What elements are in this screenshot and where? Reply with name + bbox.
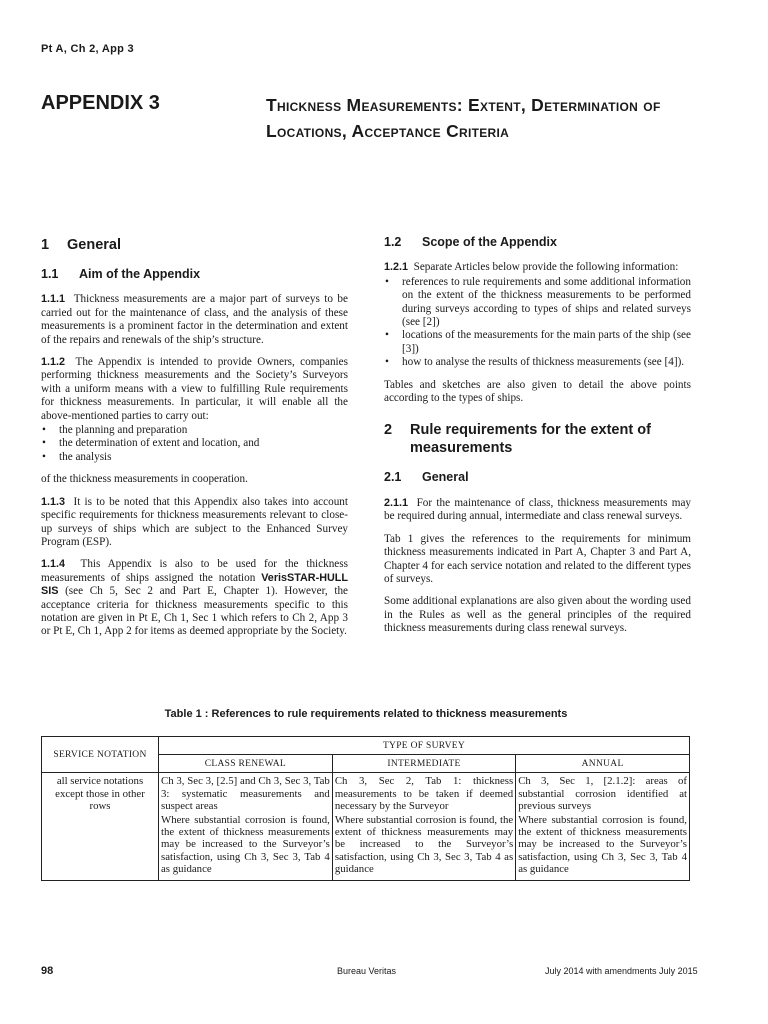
- appendix-label: APPENDIX 3: [41, 92, 160, 114]
- cell-text: Ch 3, Sec 2, Tab 1: thickness measurements to be taken if deemed necessary by the Surveyor: [334, 775, 514, 812]
- column-header-intermediate: INTERMEDIATE: [332, 755, 515, 773]
- subsection-1-2-heading: [384, 236, 691, 249]
- notation-name: VerisSTAR-HULL SIS: [41, 571, 348, 598]
- list-item: • locations of the measurements for the main parts of the ship (see [3]): [384, 329, 691, 356]
- paragraph-number: 2.1.1: [384, 496, 409, 509]
- right-column: [384, 236, 691, 645]
- column-header-service-notation: SERVICE NOTATION: [42, 737, 159, 773]
- paragraph-number: 1.1.3: [41, 495, 66, 508]
- cell-text: all service notations except those in other rows: [55, 775, 145, 812]
- service-notation-cell: [42, 773, 159, 881]
- cell-text: Where substantial corrosion is found, the extent of thickness measurements may be increased to the Surveyor’s satisfaction, using Ch 3, Sec 3, Tab 4 as guidance: [334, 814, 514, 875]
- class-renewal-cell: [159, 773, 333, 881]
- intermediate-cell: [332, 773, 515, 881]
- bullet-list: [41, 424, 348, 464]
- appendix-title: Thickness Measurements: Extent, Determination of Locations, Acceptance Criteria: [266, 95, 661, 141]
- paragraph-text: It is to be noted that this Appendix also takes into account specific requirements for thickness measurements relevant to close-up surveys of ships which are subject to the Enhanced Survey Program (ESP).: [41, 495, 348, 548]
- section-1-heading: [41, 236, 348, 254]
- subsection-number: 2.1: [384, 470, 402, 485]
- section-number: 1: [41, 237, 50, 253]
- section-2-heading: [384, 421, 691, 457]
- paragraph-text: Separate Articles below provide the following information:: [413, 261, 679, 274]
- references-table: [41, 736, 690, 881]
- subsection-title: Scope of the Appendix: [422, 235, 557, 249]
- paragraph-number: 1.1.1: [41, 293, 66, 306]
- paragraph-text: For the maintenance of class, thickness measurements may be required during annual, intermediate and class renewal surveys.: [384, 496, 692, 523]
- paragraph-text: Thickness measurements are a major part of surveys to be carried out for the maintenance of class, and the analysis of these measurements is a prominent factor in the determination and extent of the repairs and renewals of the ship’s structure.: [41, 293, 348, 346]
- cell-text: Ch 3, Sec 1, [2.1.2]: areas of substantial corrosion identified at previous surveys: [518, 775, 687, 812]
- running-head: Pt A, Ch 2, App 3: [41, 43, 134, 55]
- paragraph-2-1-1: [384, 497, 691, 524]
- list-item: • references to rule requirements and some additional information on the extent of the thickness measurements to be performed during surveys according to types of ships and related surveys (see [2]): [384, 276, 691, 330]
- paragraph-1-1-1: [41, 293, 348, 347]
- list-item: • the analysis: [41, 451, 348, 464]
- list-item: • how to analyse the results of thickness measurements (see [4]).: [384, 356, 691, 369]
- annual-cell: [516, 773, 690, 881]
- column-header-class-renewal: CLASS RENEWAL: [159, 755, 333, 773]
- table-row: [42, 773, 690, 881]
- section-title: Rule requirements for the extent of measurements: [410, 422, 651, 457]
- subsection-2-1-heading: [384, 471, 691, 484]
- subsection-number: 1.2: [384, 235, 402, 249]
- paragraph-1-1-4: [41, 558, 348, 638]
- paragraph-text: This Appendix is also to be used for the thickness measurements of ships assigned the notation: [41, 558, 348, 584]
- section-number: 2: [384, 422, 393, 439]
- paragraph-1-1-2: [41, 356, 348, 423]
- paragraph-1-1-3: [41, 496, 348, 550]
- paragraph-1-2-1: [384, 261, 691, 274]
- cell-text: Ch 3, Sec 3, [2.5] and Ch 3, Sec 3, Tab 3: systematic measurements and suspect areas: [161, 775, 330, 812]
- list-item: • the determination of extent and location, and: [41, 437, 348, 450]
- footer-publisher: Bureau Veritas: [337, 966, 397, 976]
- subsection-title: Aim of the Appendix: [79, 267, 201, 281]
- cell-text: Where substantial corrosion is found, the extent of thickness measurements may be increased to the Surveyor’s satisfaction, using Ch 3, Sec 3, Tab 4 as guidance: [518, 814, 687, 875]
- page-number: 98: [41, 965, 54, 977]
- table-header-row: [42, 737, 690, 755]
- column-header-annual: ANNUAL: [516, 755, 690, 773]
- subsection-title: General: [422, 470, 469, 485]
- column-header-type-of-survey: TYPE OF SURVEY: [159, 737, 690, 755]
- subsection-number: 1.1: [41, 267, 59, 281]
- paragraph-text: The Appendix is intended to provide Owners, companies performing thickness measurements and the Society’s Surveyors with a uniform means with a view to fulfilling Rule requirements for thickness measurements. In particular, it will enable all the above-mentioned parties to carry out:: [41, 356, 348, 422]
- paragraph-text: of the thickness measurements in cooperation.: [41, 473, 248, 486]
- left-column: [41, 236, 348, 648]
- bullet-list: [384, 276, 691, 370]
- paragraph-number: 1.1.4: [41, 558, 66, 571]
- subsection-1-1-heading: [41, 268, 348, 281]
- paragraph-text: Tab 1 gives the references to the requirements for minimum thickness measurements indicated in Part A, Chapter 3 and Part A, Chapter 4 for each service notation and related to the different types of surveys.: [384, 532, 691, 585]
- table-caption: Table 1 : References to rule requirements related to thickness measurements: [164, 708, 568, 720]
- paragraph-text: (see Ch 5, Sec 2 and Part E, Chapter 1). However, the acceptance criteria for thickness measurements specific to this notation are given in Pt E, Ch 1, Sec 1 which refers to Ch 2, App 3 or Pt E, Ch 1, App 2 for items as deemed appropriate by the Society.: [41, 585, 348, 638]
- footer-edition: July 2014 with amendments July 2015: [545, 966, 698, 976]
- cell-text: Where substantial corrosion is found, the extent of thickness measurements may be increased to the Surveyor’s satisfaction, using Ch 3, Sec 3, Tab 4 as guidance: [161, 814, 330, 875]
- paragraph-text: Tables and sketches are also given to detail the above points according to the types of ships.: [384, 378, 691, 405]
- paragraph-number: 1.1.2: [41, 356, 66, 369]
- paragraph-number: 1.2.1: [384, 261, 409, 274]
- section-title: General: [67, 237, 121, 253]
- list-item: • the planning and preparation: [41, 424, 348, 437]
- paragraph-text: Some additional explanations are also given about the wording used in the Rules as well as the general principles of the required thickness measurements during class renewal surveys.: [384, 595, 691, 635]
